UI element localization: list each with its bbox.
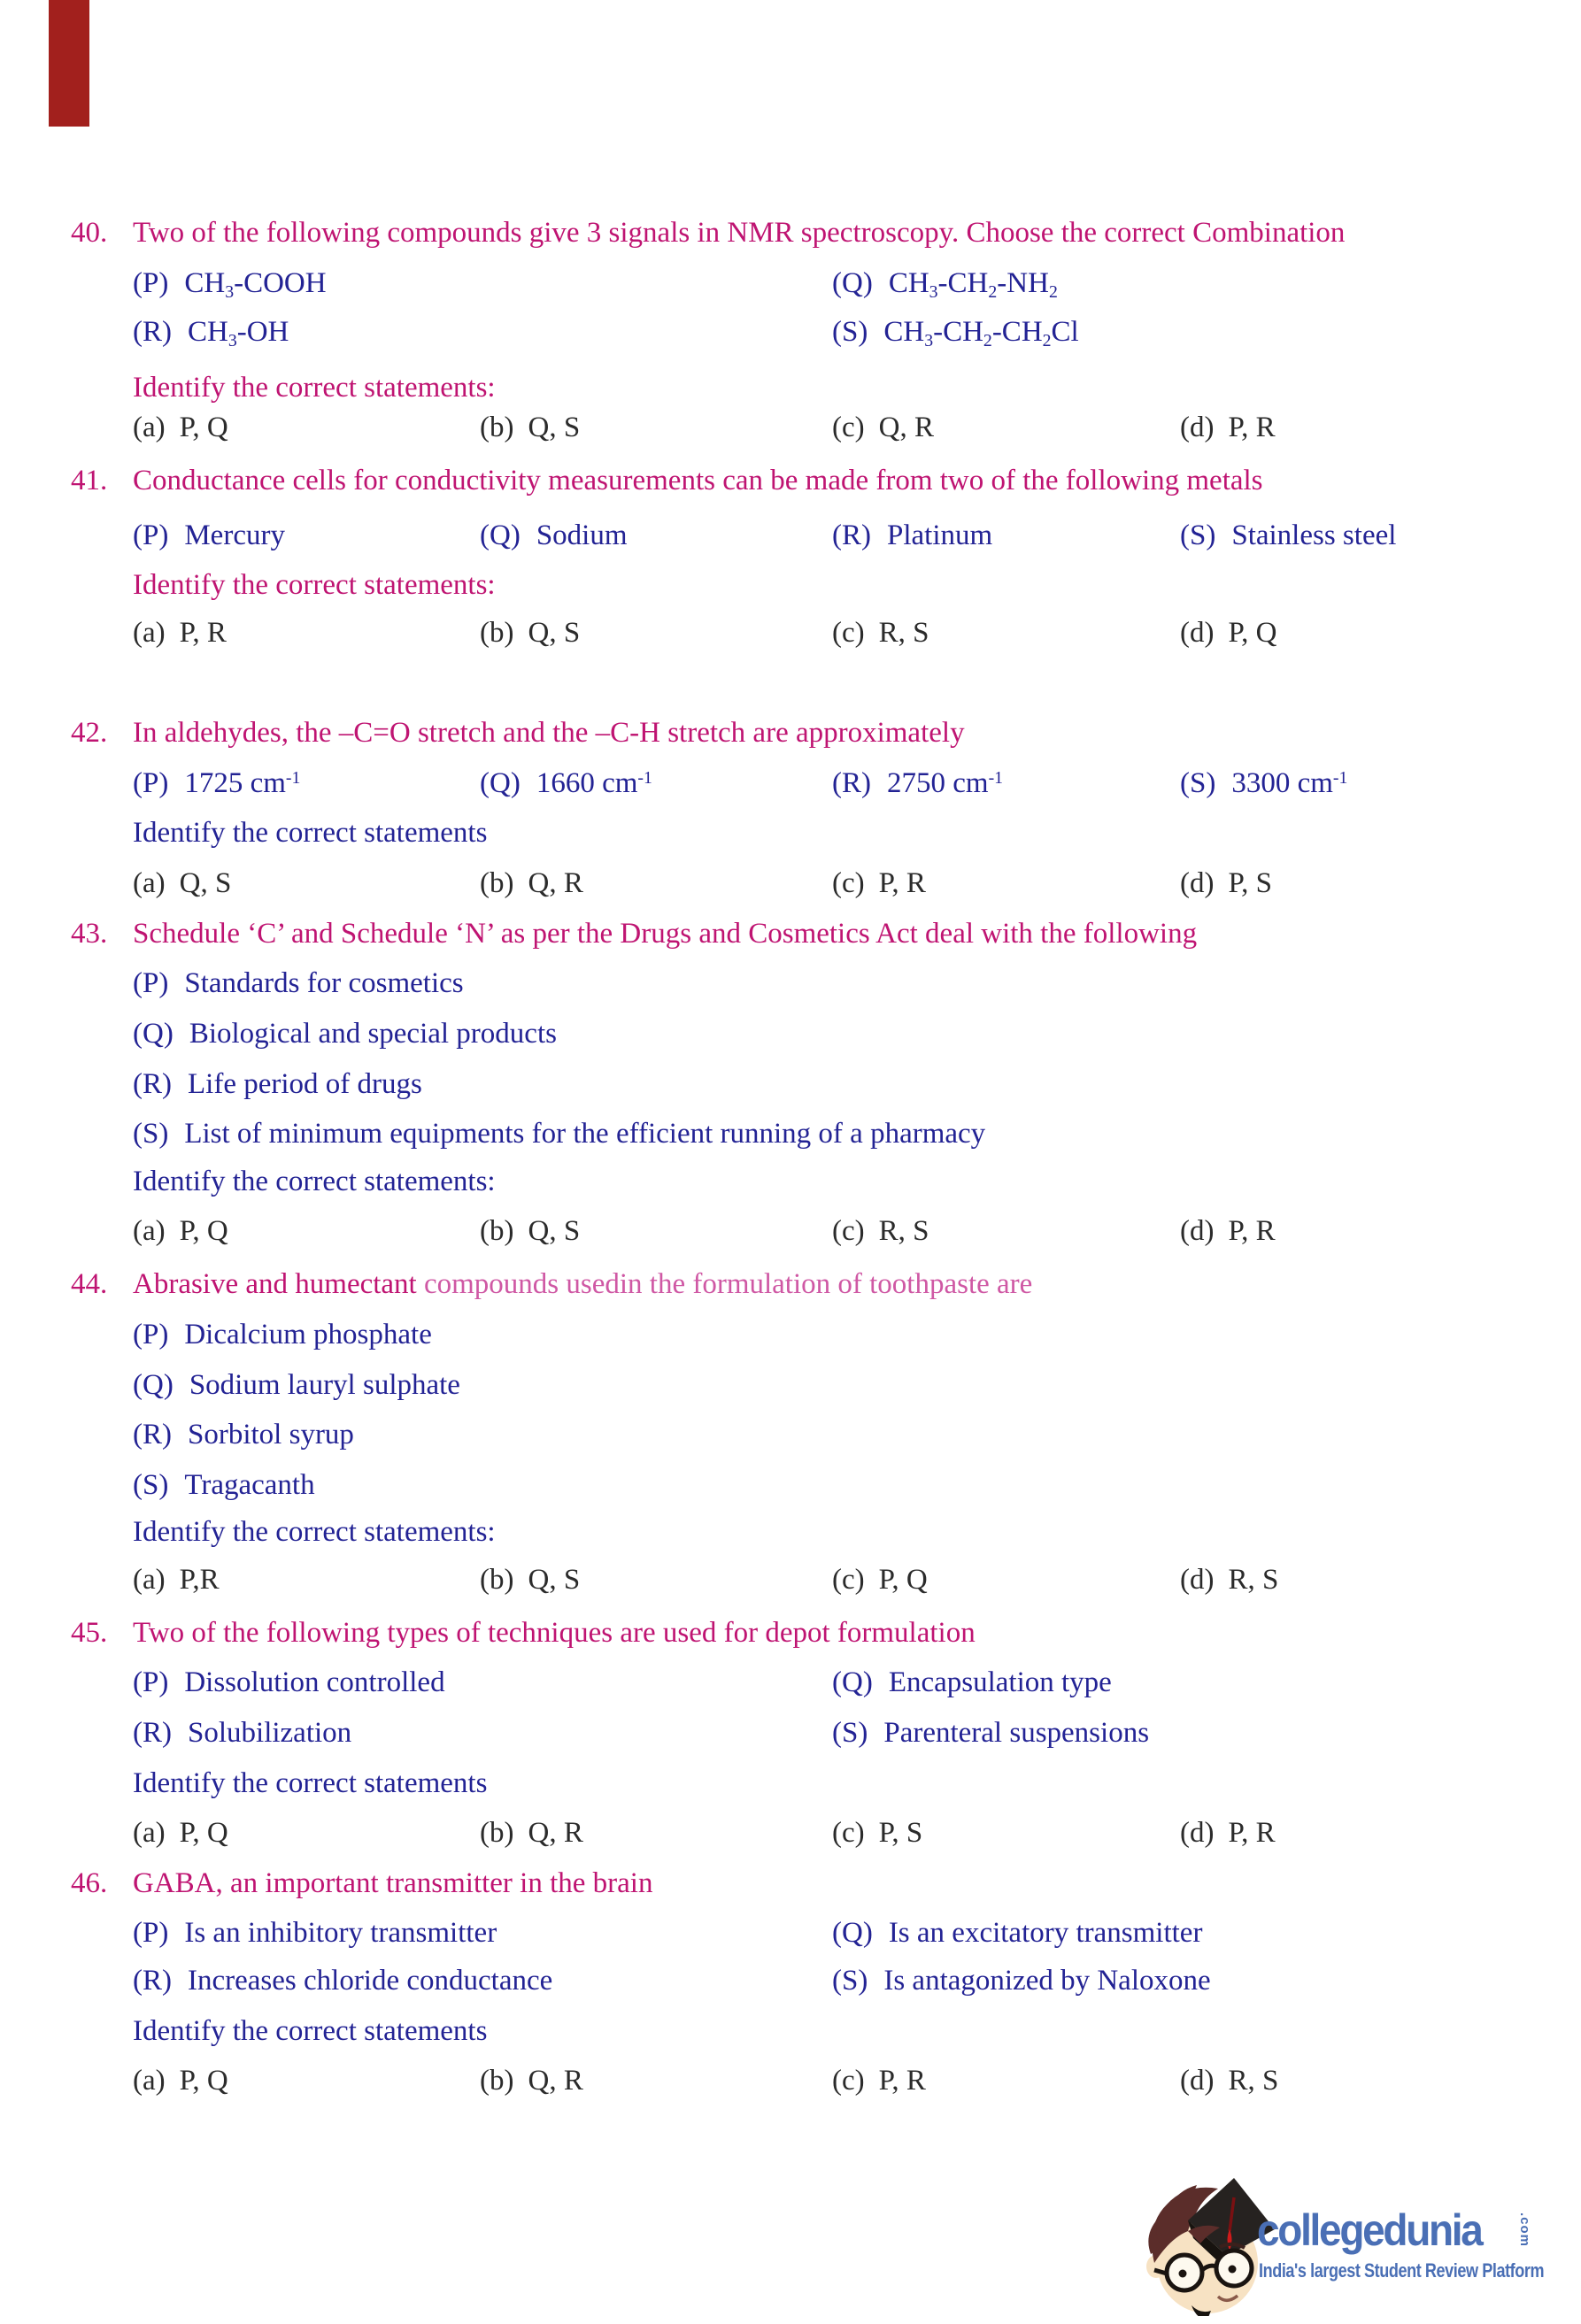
- statement-label: (P): [133, 1319, 169, 1351]
- answer-option: [480, 1215, 580, 1249]
- option-value: Q, S: [528, 617, 581, 649]
- option-value: Q, R: [528, 2065, 583, 2097]
- option-label: (c): [832, 1215, 865, 1247]
- answer-option: [1180, 617, 1277, 650]
- option-value: Q, S: [528, 412, 581, 443]
- statement-label: (R): [133, 1419, 172, 1451]
- statement-label: (S): [133, 1118, 169, 1150]
- statement-label: (S): [1180, 767, 1216, 799]
- identify-instruction: Identify the correct statements:: [133, 569, 496, 601]
- option-value: P, S: [1228, 867, 1273, 899]
- identify-instruction: Identify the correct statements: [133, 817, 488, 849]
- statement-label: (S): [133, 1469, 169, 1501]
- statement-label: (Q): [480, 519, 521, 551]
- answer-option: [832, 412, 934, 445]
- option-value: R, S: [878, 1215, 929, 1247]
- option-label: (d): [1180, 1817, 1215, 1849]
- statement: [133, 1717, 351, 1751]
- question-title: Abrasive and humectant compounds usedin the formulation of toothpaste are: [133, 1268, 1033, 1300]
- option-label: (b): [480, 1564, 514, 1596]
- statement-label: (R): [133, 316, 172, 348]
- identify-instruction: Identify the correct statements: [133, 1767, 488, 1799]
- bookmark-ribbon: [49, 0, 89, 127]
- answer-option: [480, 2065, 583, 2098]
- statement-text: Is an excitatory transmitter: [888, 1917, 1203, 1949]
- statement-text: Life period of drugs: [188, 1068, 422, 1100]
- statement: [832, 1965, 1211, 1998]
- statement-text: Is antagonized by Naloxone: [883, 1965, 1211, 1997]
- option-value: P, Q: [878, 1564, 928, 1596]
- option-value: P, Q: [179, 412, 228, 443]
- identify-instruction: Identify the correct statements:: [133, 1166, 496, 1197]
- answer-option: [480, 1817, 583, 1851]
- option-label: (c): [832, 412, 865, 443]
- option-value: Q, R: [878, 412, 934, 443]
- statement-text: 3300 $cm^{-1}$: [1231, 767, 1348, 799]
- statement: [480, 767, 652, 801]
- option-label: (b): [480, 867, 514, 899]
- statement-text: Is an inhibitory transmitter: [184, 1917, 497, 1949]
- answer-option: [480, 617, 580, 650]
- statement-label: (S): [832, 1965, 868, 1997]
- option-label: (b): [480, 2065, 514, 2097]
- answer-option: [832, 1564, 928, 1597]
- statement-label: (P): [133, 767, 169, 799]
- option-value: R, S: [1228, 2065, 1279, 2097]
- statement: [832, 316, 1079, 350]
- statement: [133, 519, 285, 553]
- statement-label: (R): [133, 1965, 172, 1997]
- question-number: 40.: [71, 217, 108, 249]
- option-label: (a): [133, 1215, 166, 1247]
- answer-option: [1180, 867, 1272, 901]
- question-number: 42.: [71, 717, 108, 749]
- option-value: P, R: [1228, 412, 1276, 443]
- option-label: (d): [1180, 412, 1215, 443]
- statement: [133, 1369, 460, 1403]
- statement-text: $CH_3-CH_2-NH_2$: [888, 267, 1058, 302]
- answer-option: [1180, 1817, 1276, 1851]
- statement-text: Tragacanth: [184, 1469, 315, 1501]
- statement-text: Sorbitol syrup: [188, 1419, 354, 1451]
- statement-label: (P): [133, 267, 169, 299]
- statement-label: (S): [832, 1717, 868, 1749]
- option-value: Q, S: [528, 1564, 581, 1596]
- question-number: 41.: [71, 465, 108, 496]
- statement-label: (Q): [133, 1369, 174, 1401]
- option-value: Q, S: [179, 867, 232, 899]
- answer-option: [832, 617, 929, 650]
- option-value: P, R: [179, 617, 227, 649]
- option-label: (a): [133, 412, 166, 443]
- answer-option: [832, 1215, 929, 1249]
- option-label: (a): [133, 1817, 166, 1849]
- statement-text: List of minimum equipments for the efficient running of a pharmacy: [184, 1118, 986, 1150]
- statement-label: (S): [1180, 519, 1216, 551]
- option-value: Q, R: [528, 867, 583, 899]
- statement: [133, 1118, 985, 1151]
- option-label: (c): [832, 1564, 865, 1596]
- option-value: P, R: [878, 2065, 926, 2097]
- answer-option: [832, 867, 926, 901]
- statement-label: (R): [832, 767, 871, 799]
- option-label: (b): [480, 1817, 514, 1849]
- answer-option: [133, 412, 228, 445]
- answer-option: [480, 867, 583, 901]
- option-label: (c): [832, 617, 865, 649]
- statement-label: (P): [133, 1666, 169, 1698]
- statement: [832, 1917, 1202, 1951]
- option-value: Q, S: [528, 1215, 581, 1247]
- statement: [133, 1018, 557, 1051]
- statement-label: (Q): [832, 1666, 873, 1698]
- option-value: P, S: [878, 1817, 923, 1849]
- statement-text: $CH_3-OH$: [188, 316, 289, 350]
- identify-instruction: Identify the correct statements:: [133, 1516, 496, 1548]
- statement-text: 1725 $cm^{-1}$: [184, 767, 301, 799]
- identify-instruction: Identify the correct statements:: [133, 372, 496, 404]
- answer-option: [133, 1215, 228, 1249]
- option-value: P, R: [878, 867, 926, 899]
- option-label: (a): [133, 2065, 166, 2097]
- statement-label: (P): [133, 967, 169, 999]
- answer-option: [832, 1817, 922, 1851]
- collegedunia-logo: [1142, 2173, 1567, 2319]
- option-label: (d): [1180, 867, 1215, 899]
- statement: [133, 1068, 422, 1102]
- statement: [133, 316, 289, 350]
- statement: [832, 267, 1058, 301]
- statement-label: (Q): [832, 267, 873, 299]
- statement-text: Stainless steel: [1231, 519, 1397, 551]
- option-label: (d): [1180, 617, 1215, 649]
- statement-text: 1660 $cm^{-1}$: [536, 767, 652, 799]
- question-number: 43.: [71, 918, 108, 950]
- option-value: P, Q: [1228, 617, 1277, 649]
- statement-text: Increases chloride conductance: [188, 1965, 553, 1997]
- statement-label: (P): [133, 519, 169, 551]
- option-label: (a): [133, 867, 166, 899]
- statement: [1180, 767, 1347, 801]
- statement-text: Standards for cosmetics: [184, 967, 464, 999]
- option-value: P, Q: [179, 2065, 228, 2097]
- option-label: (c): [832, 2065, 865, 2097]
- statement: [133, 1666, 445, 1700]
- statement-text: 2750 $cm^{-1}$: [887, 767, 1004, 799]
- logo-wordmark: collegedunia: [1257, 2205, 1482, 2255]
- question-title: GABA, an important transmitter in the brain: [133, 1867, 653, 1899]
- statement-text: Encapsulation type: [888, 1666, 1112, 1698]
- question-title: Schedule ‘C’ and Schedule ‘N’ as per the Drugs and Cosmetics Act deal with the following: [133, 918, 1198, 950]
- statement: [133, 1419, 354, 1452]
- statement-text: Parenteral suspensions: [883, 1717, 1150, 1749]
- statement-label: (R): [133, 1717, 172, 1749]
- statement-text: $CH_3-CH_2-CH_2Cl$: [883, 316, 1079, 350]
- statement-label: (Q): [133, 1018, 174, 1050]
- statement-text: Sodium lauryl sulphate: [189, 1369, 460, 1401]
- statement-text: Sodium: [536, 519, 628, 551]
- answer-option: [133, 2065, 228, 2098]
- option-value: P, R: [1228, 1817, 1276, 1849]
- question-title: Two of the following compounds give 3 signals in NMR spectroscopy. Choose the correct Combination: [133, 217, 1346, 249]
- answer-option: [1180, 2065, 1278, 2098]
- answer-option: [832, 2065, 926, 2098]
- question-title: In aldehydes, the –C=O stretch and the –C-H stretch are approximately: [133, 717, 965, 749]
- statement-label: (Q): [832, 1917, 873, 1949]
- option-label: (d): [1180, 1215, 1215, 1247]
- statement-label: (R): [832, 519, 871, 551]
- option-value: P, Q: [179, 1817, 228, 1849]
- option-value: P, R: [1228, 1215, 1276, 1247]
- statement: [832, 519, 992, 553]
- question-title: Two of the following types of techniques are used for depot formulation: [133, 1617, 976, 1649]
- statement-label: (Q): [480, 767, 521, 799]
- option-label: (c): [832, 867, 865, 899]
- statement: [133, 1319, 432, 1352]
- option-label: (b): [480, 412, 514, 443]
- statement: [832, 1717, 1149, 1751]
- option-label: (b): [480, 617, 514, 649]
- statement-text: Solubilization: [188, 1717, 352, 1749]
- statement: [133, 1965, 552, 1998]
- option-label: (d): [1180, 1564, 1215, 1596]
- statement: [133, 267, 327, 301]
- option-value: P, Q: [179, 1215, 228, 1247]
- option-value: P,R: [179, 1564, 220, 1596]
- option-label: (b): [480, 1215, 514, 1247]
- option-value: R, S: [1228, 1564, 1279, 1596]
- answer-option: [133, 617, 227, 650]
- statement: [832, 767, 1003, 801]
- statement: [1180, 519, 1396, 553]
- statement: [133, 1469, 315, 1503]
- option-label: (a): [133, 617, 166, 649]
- identify-instruction: Identify the correct statements: [133, 2015, 488, 2047]
- option-value: R, S: [878, 617, 929, 649]
- statement-label: (P): [133, 1917, 169, 1949]
- answer-option: [133, 1817, 228, 1851]
- answer-option: [1180, 1215, 1276, 1249]
- option-label: (c): [832, 1817, 865, 1849]
- option-value: Q, R: [528, 1817, 583, 1849]
- statement: [133, 967, 464, 1001]
- statement-text: Dicalcium phosphate: [184, 1319, 432, 1351]
- statement: [480, 519, 628, 553]
- statement-text: Dissolution controlled: [184, 1666, 445, 1698]
- answer-option: [133, 1564, 220, 1597]
- answer-option: [1180, 1564, 1278, 1597]
- question-number: 45.: [71, 1617, 108, 1649]
- statement-text: Mercury: [184, 519, 285, 551]
- answer-option: [480, 1564, 580, 1597]
- logo-domain: .com: [1517, 2212, 1532, 2248]
- answer-option: [133, 867, 231, 901]
- statement-text: $CH_3$-COOH: [184, 267, 327, 302]
- option-label: (a): [133, 1564, 166, 1596]
- logo-tagline: India's largest Student Review Platform: [1259, 2259, 1545, 2282]
- question-number: 46.: [71, 1867, 108, 1899]
- statement-label: (S): [832, 316, 868, 348]
- statement-text: Platinum: [887, 519, 993, 551]
- answer-option: [480, 412, 580, 445]
- statement: [133, 767, 300, 801]
- option-label: (d): [1180, 2065, 1215, 2097]
- statement: [133, 1917, 497, 1951]
- statement: [832, 1666, 1112, 1700]
- question-number: 44.: [71, 1268, 108, 1300]
- statement-label: (R): [133, 1068, 172, 1100]
- question-title: Conductance cells for conductivity measurements can be made from two of the following metals: [133, 465, 1263, 496]
- answer-option: [1180, 412, 1276, 445]
- statement-text: Biological and special products: [189, 1018, 557, 1050]
